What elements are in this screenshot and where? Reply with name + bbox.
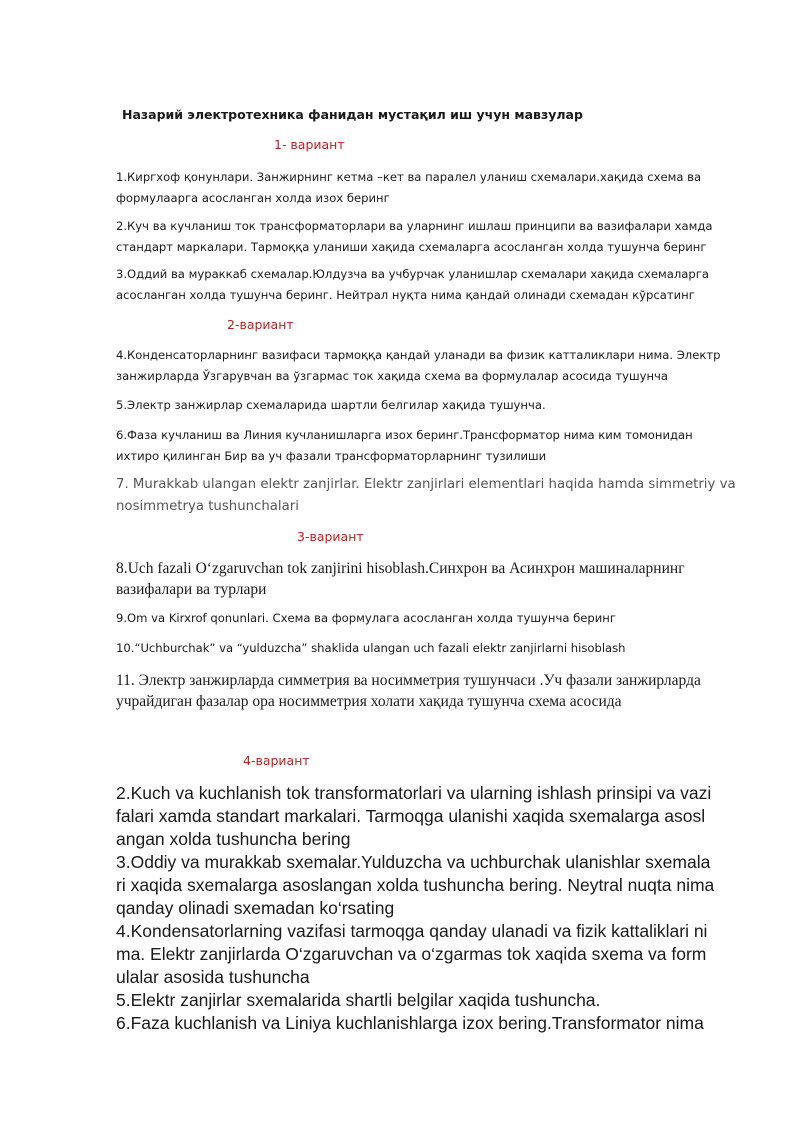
topic-line: занжирларда Ўзгарувчан ва ўзгармас ток хақида схема ва формулалар асосида тушунча — [116, 369, 669, 383]
topic-line: учрайдиган фазалар ора носимметрия холати хақида тушунча схема асосида — [116, 693, 622, 710]
topic-item-6 — [116, 425, 746, 467]
topic-item-3 — [116, 264, 746, 306]
variant-4-text — [116, 782, 748, 1035]
topic-line: 11. Электр занжирларда симметрия ва носимметрия тушунчаси .Уч фазали занжирларда — [116, 672, 701, 689]
text-line: ulalar asosida tushuncha — [116, 967, 310, 987]
topic-line: 1.Киргхоф қонунлари. Занжирнинг кетма –кет ва паралел уланиш схемалари.хақида схема ва — [116, 170, 702, 184]
topic-line: 10.“Uchburchak” va “yulduzcha” shaklida ulangan uch fazali elektr zanjirlarni hisoblash — [116, 641, 626, 655]
topic-line: 7. Murakkab ulangan elektr zanjirlar. Elektr zanjirlari elementlari haqida hamda simmetriy va — [116, 477, 736, 492]
topic-item-7 — [116, 474, 756, 518]
text-line: 4.Kondensatorlarning vazifasi tarmoqga qanday ulanadi va fizik kattaliklari ni — [116, 921, 708, 941]
topic-line: nosimmetrya tushunchalari — [116, 499, 299, 514]
topic-item-5 — [116, 395, 746, 416]
topic-item-11 — [116, 670, 756, 712]
topic-line: асосланган холда тушунча беринг. Нейтрал нуқта нима қандай олинади схемадан кўрсатинг — [116, 288, 695, 302]
topic-item-8 — [116, 558, 756, 600]
topic-line: вазифалари ва турлари — [116, 581, 267, 598]
topic-item-9 — [116, 608, 746, 629]
text-line: angan xolda tushuncha bering — [116, 829, 351, 849]
topic-line: 2.Куч ва кучланиш ток трансформаторлари ва уларнинг ишлаш принципи ва вазифалари хамда — [116, 219, 713, 233]
text-line: 2.Kuch va kuchlanish tok transformatorlari va ularning ishlash prinsipi va vazi — [116, 783, 712, 803]
variant-1-heading: 1- вариант — [274, 137, 345, 152]
text-line: falari xamda standart markalari. Tarmoqga ulanishi xaqida sxemalarga asosl — [116, 806, 706, 826]
topic-line: формулаарга асосланган холда изох беринг — [116, 191, 390, 205]
text-line: 3.Oddiy va murakkab sxemalar.Yulduzcha va uchburchak ulanishlar sxemala — [116, 852, 711, 872]
text-line: 5.Elektr zanjirlar sxemalarida shartli belgilar xaqida tushuncha. — [116, 990, 601, 1010]
text-line: ma. Elektr zanjirlarda O‘zgaruvchan va o‘zgarmas tok xaqida sxema va form — [116, 944, 707, 964]
text-line: 6.Faza kuchlanish va Liniya kuchlanishlarga izox bering.Transformator nima — [116, 1013, 704, 1033]
text-line: ri xaqida sxemalarga asoslangan xolda tushuncha bering. Neytral nuqta nima — [116, 875, 715, 895]
topic-line: 6.Фаза кучланиш ва Линия кучланишларга изох беринг.Трансформатор нима ким томонидан — [116, 428, 693, 442]
variant-3-heading: 3-вариант — [297, 529, 364, 544]
topic-line: 8.Uch fazali O‘zgaruvchan tok zanjirini hisoblash.Синхрон ва Асинхрон машиналарнинг — [116, 560, 685, 577]
text-line: qanday olinadi sxemadan ko‘rsating — [116, 898, 395, 918]
topic-line: ихтиро қилинган Бир ва уч фазали трансформаторларнинг тузилиши — [116, 449, 547, 463]
topic-item-4 — [116, 345, 746, 387]
document-title: Назарий электротехника фанидан мустақил иш учун мавзулар — [122, 107, 583, 122]
topic-line: 9.Om va Kirxrof qonunlari. Схема ва формулага асосланган холда тушунча беринг — [116, 611, 616, 625]
topic-line: 4.Конденсаторларнинг вазифаси тармоққа қандай уланади ва физик катталиклари нима. Электр — [116, 348, 721, 362]
variant-4-heading: 4-вариант — [243, 753, 310, 768]
topic-line: стандарт маркалари. Тармоққа уланиши хақида схемаларга асосланган холда тушунча беринг — [116, 240, 707, 254]
topic-item-1 — [116, 167, 746, 209]
topic-item-2 — [116, 216, 746, 258]
variant-2-heading: 2-вариант — [227, 317, 294, 332]
topic-item-10 — [116, 638, 746, 659]
topic-line: 3.Оддий ва мураккаб схемалар.Юлдузча ва учбурчак уланишлар схемалари хақида схемаларга — [116, 267, 709, 281]
topic-line: 5.Электр занжирлар схемаларида шартли белгилар хақида тушунча. — [116, 398, 546, 412]
